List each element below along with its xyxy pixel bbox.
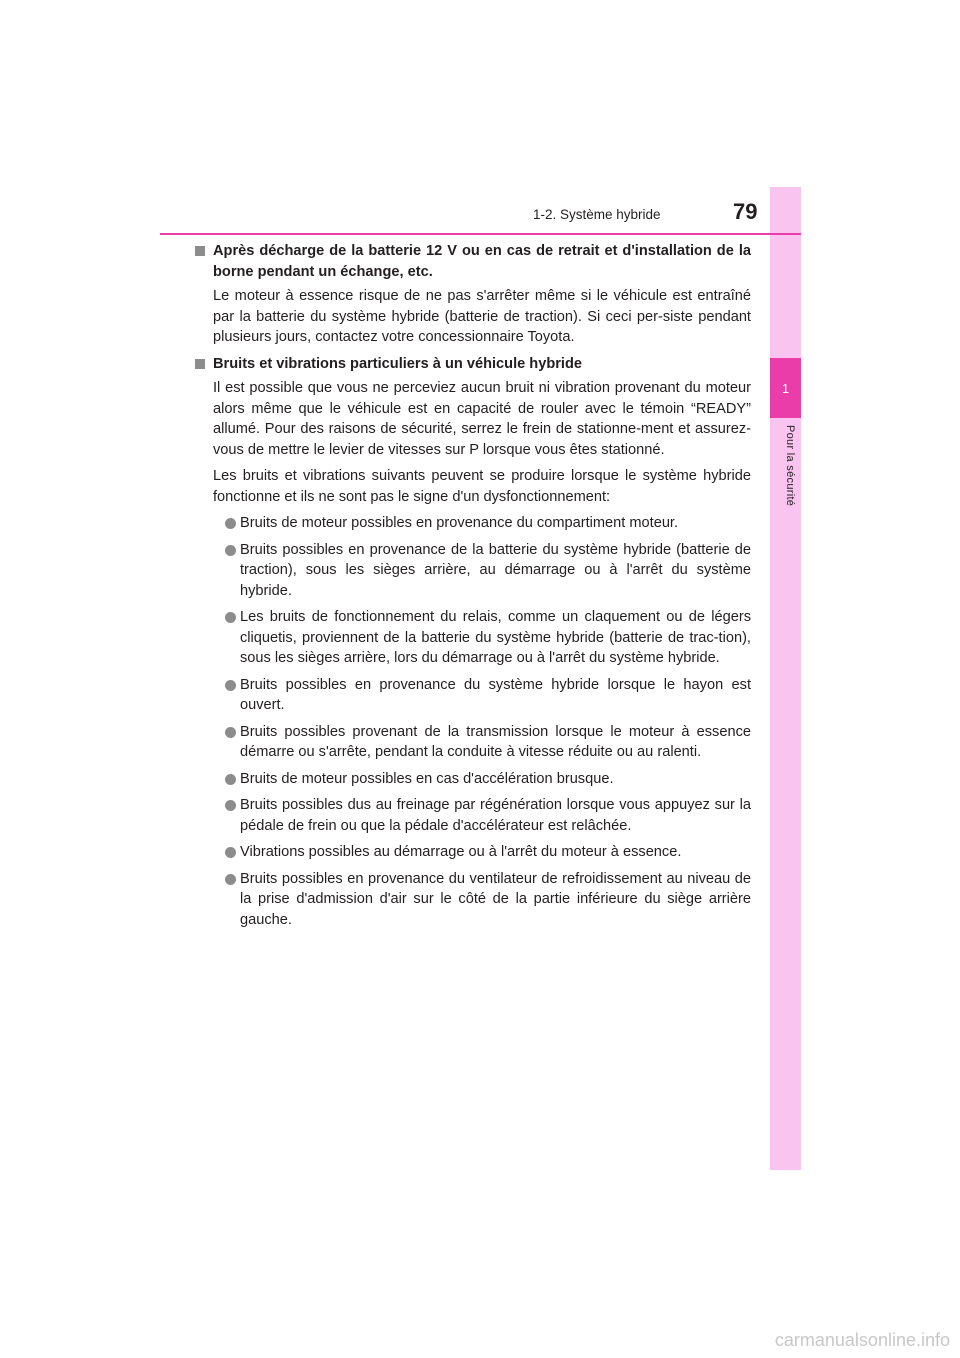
chapter-number: 1 (781, 380, 790, 396)
watermark: carmanualsonline.info (774, 1330, 950, 1350)
header-rule (160, 233, 801, 235)
circle-bullet-icon (225, 774, 236, 785)
page-number: 79 (733, 199, 758, 224)
list-item: Les bruits de fonctionnement du relais, comme un claquement ou de légers cliquetis, proviennent de la batterie du système hybride (batterie de trac-tion), sous les sièges arrière, lors du démarrage ou à l'arrêt du système hybride. (213, 607, 751, 669)
circle-bullet-icon (225, 545, 236, 556)
paragraph: Il est possible que vous ne perceviez aucun bruit ni vibration provenant du moteur alors même que le véhicule est en capacité de rouler avec le témoin “READY” allumé. Pour des raisons de sécurité, serrez le frein de stationne-ment et assurez-vous de mettre le levier de vitesses sur P lorsque vous êtes stationné. (213, 380, 751, 458)
circle-bullet-icon (225, 847, 236, 858)
chapter-sidebar (770, 187, 801, 1170)
list-item: Bruits possibles provenant de la transmission lorsque le moteur à essence démarre ou s'arrête, pendant la conduite à vitesse réduite ou au ralenti. (213, 722, 751, 763)
circle-bullet-icon (225, 874, 236, 885)
circle-bullet-icon (225, 727, 236, 738)
section-heading: Après décharge de la batterie 12 V ou en cas de retrait et d'installation de la borne pendant un échange, etc. (213, 241, 751, 282)
noise-list (213, 513, 751, 930)
section-header: 1-2. Système hybride (533, 207, 661, 222)
square-bullet-icon (195, 246, 205, 256)
circle-bullet-icon (225, 680, 236, 691)
square-bullet-icon (195, 359, 205, 369)
list-item: Bruits possibles en provenance du ventilateur de refroidissement au niveau de la prise d'admission d'air sur le côté de la partie inférieure du siège arrière gauche. (213, 869, 751, 931)
list-item: Bruits de moteur possibles en cas d'accélération brusque. (213, 769, 751, 790)
section-heading: Bruits et vibrations particuliers à un véhicule hybride (213, 354, 751, 375)
section-hybrid-noises (213, 354, 751, 931)
paragraph: Le moteur à essence risque de ne pas s'arrêter même si le véhicule est entraîné par la batterie du système hybride (batterie de traction). Si ceci per-siste pendant plusieurs jours, contactez votre concessionnaire Toyota. (213, 288, 751, 345)
circle-bullet-icon (225, 800, 236, 811)
list-item: Vibrations possibles au démarrage ou à l'arrêt du moteur à essence. (213, 842, 751, 863)
circle-bullet-icon (225, 612, 236, 623)
list-item: Bruits possibles en provenance de la batterie du système hybride (batterie de traction), sous les sièges arrière, au démarrage ou à l'arrêt du système hybride. (213, 540, 751, 602)
chapter-number-tab (770, 358, 801, 418)
circle-bullet-icon (225, 518, 236, 529)
list-item: Bruits de moteur possibles en provenance du compartiment moteur. (213, 513, 751, 534)
list-item: Bruits possibles en provenance du système hybride lorsque le hayon est ouvert. (213, 675, 751, 716)
section-battery-disconnect (213, 241, 751, 348)
chapter-title: Pour la sécurité (784, 425, 796, 507)
page-content (213, 241, 751, 936)
paragraph: Les bruits et vibrations suivants peuvent se produire lorsque le système hybride fonctionne et ils ne sont pas le signe d'un dysfonctionnement: (213, 468, 751, 505)
list-item: Bruits possibles dus au freinage par régénération lorsque vous appuyez sur la pédale de frein ou que la pédale d'accélérateur est relâchée. (213, 795, 751, 836)
